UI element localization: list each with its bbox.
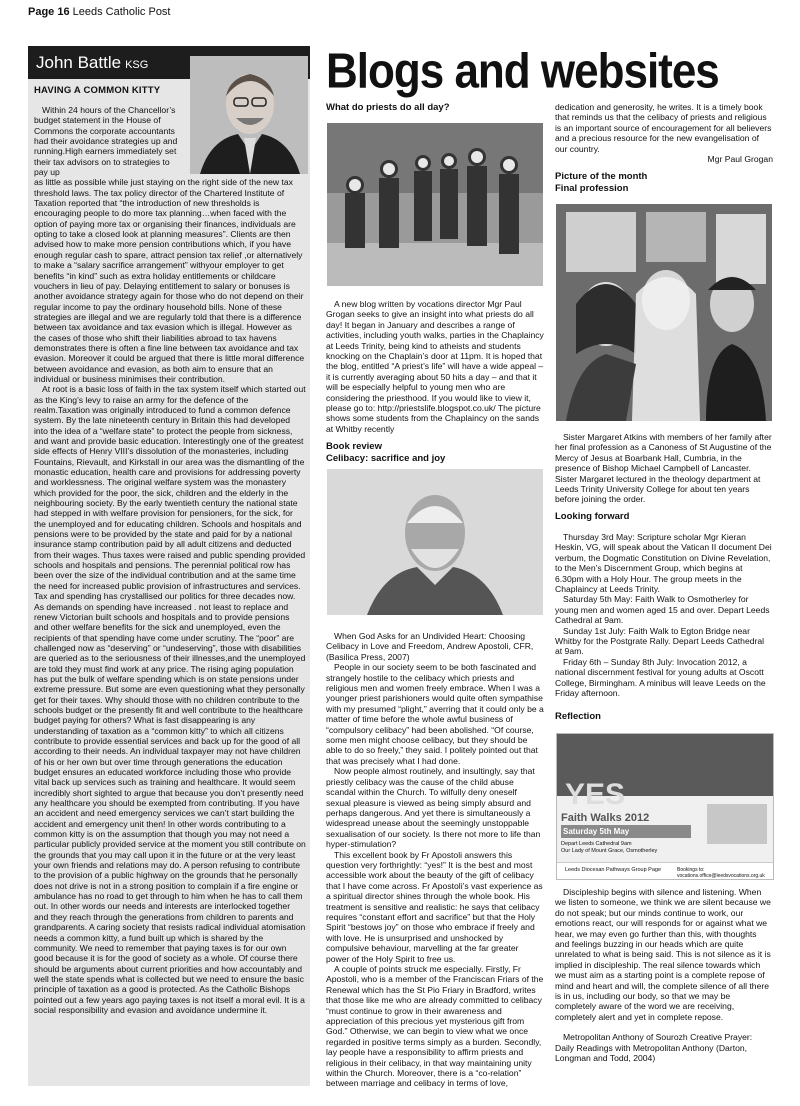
article-paragraph-1: as little as possible while just staying on the right side of the new tax threshold laws. The tax policy director of the Chartered Institute of Taxation reported that “the introduction of new thresholds is encouraging people to do more tax planning…when faced with the option of paying more tax or organising their finances, individuals are opting to take a closed look at planning measures”. Clients are then advised how to make more pension contributions which, if you have enough regular cash to spare, attract pension tax relief ,or alternatively to make a “salary sacrifice arrangement” withyour employer to get benefits “in kind” such as extra holiday entitlements or childcare vouchers in lieu of pay. Delaying entitlement to salary or bonuses is another avoidance strategy again for those who do not depend on their regular income to pay the ordinary household bills. None of these strategies are illegal and we are regularly told that there is a difference between tax avoidance and tax evasion which is illegal. However as the cases of those who shift their liabilities abroad to tax havens demonstrates there is often a fine line between tax avoidance and tax evasion. Moreover it could be argued that there is little moral difference between avoidance and evasion, as both aim to ensure that an individual or business minimises their contribution.	[34, 177, 305, 384]
poster-date: Saturday 5th May	[561, 825, 691, 838]
page-header	[28, 6, 171, 18]
lf-paragraph-1: Thursday 3rd May: Scripture scholar Mgr Kieran Heskin, VG, will speak about the Vatican II document Dei verbum, the Dogmatic Constitution on Divine Revelation, to the Men’s Discernment Group, which begins at 6.30pm with a Holy Hour. The group meets in the Chaplaincy at Leeds Trinity.	[555, 532, 772, 595]
lf-paragraph-4: Friday 6th – Sunday 8th July: Invocation 2012, a national discernment festival for young adults at Oscott College, Birmingham. A minibus will leave Leeds on the Friday afternoon.	[555, 656, 766, 699]
blog-heading: What do priests do all day?	[326, 102, 450, 113]
review-signature: Mgr Paul Grogan	[707, 154, 773, 165]
looking-forward-body	[555, 532, 773, 699]
poster-footer-bar	[557, 862, 773, 880]
article-heading: HAVING A COMMON KITTY	[34, 85, 161, 96]
review-heading	[326, 441, 544, 465]
students-photo	[327, 123, 543, 286]
poster-depart: Depart Leeds Cathedral 9am	[561, 841, 632, 847]
review-paragraph-5: A couple of points struck me especially. Firstly, Fr Apostoli, who is a member of the Franciscan Friars of the Renewal which has the St Pio Friary in Bradford, writes that those like me who are already committed to celibacy “must continue to grow in their awareness and appreciation of this precious yet mysterious gift from God.” Otherwise, we can begin to view what we once regarded in positive terms simply as a burden. Secondly, lay people have a responsibility to affirm priests and religious in their celibacy, in that way maintaining unity within the Church. Moreover, there is a “co-relation” between marriage and celibacy in terms of love,	[326, 964, 544, 1089]
review-continuation-text: dedication and generosity, he writes. It is a timely book that reminds us that the celibacy of priests and religious is an important source of encouragement for all believers and a precious resource for the new evangelisation of our country.	[555, 102, 772, 154]
review-continuation	[555, 102, 773, 164]
poster-side-image	[707, 804, 767, 844]
poster-title: Faith Walks 2012	[561, 812, 650, 824]
profession-photo	[556, 204, 772, 421]
blog-paragraph: A new blog written by vocations director Mgr Paul Grogan seeks to give an insight into what priests do all day! It began in January and describes a range of activities, including youth walks, parties in the Chaplaincy at Leeds Trinity, being kind to atheists and students knocking on the Chaplain’s door at 11pm. It is hoped that the blog, entitled “A priest’s life” will have a wide appeal – it is currently averaging about 50 hits a day – and that it will be especially helpful to young men who are considering the priesthood. If you would like to view it, please go to: http://priestslife.blogspot.co.uk/ The picture shows some students from the Chaplaincy on the sands at Whitby recently	[326, 299, 544, 434]
author-name-line	[36, 53, 148, 73]
article-body	[34, 105, 306, 1015]
author-name: John Battle	[36, 53, 122, 72]
reflection-source: Metropolitan Anthony of Sourozh Creative Prayer: Daily Readings with Metropolitan Anthony (Darton, Longman and Todd, 2004)	[555, 1032, 753, 1064]
potm-heading-line-1: Picture of the month	[555, 171, 648, 182]
poster-yes: YES	[565, 778, 626, 811]
article-intro: Within 24 hours of the Chancellor’s budget statement in the House of Commons the corporate accountants had their avoidance strategies up and running.High earners immediately set their tax advisors on to strategies to pay up	[34, 105, 178, 178]
article-paragraph-2: At root is a basic loss of faith in the tax system itself which started out as the King’s levy to raise an army for the defence of the realm.Taxation was originally introduced to fund a common defence system. By the late nineteenth century in Britain this had developed into the idea of a “welfare state” to protect the people from sickness, and want and provide basic education. Interestingly one of the greatest side effects of Henry VIII’s dissolution of the monasteries, including Fountains, Rievault, and Kirkstall in our area was the dismantling of the monastic education, health care and provisions for addressing poverty and worklessness. The original welfare system was the monastery which provided for the poor, the sick, children and the elderly in the neighbouring society. By the early twentieth century the national state had stepped in with welfare provision for pensioners, for the sick, for the unemployed and for educating children. Schools and hospitals and pensions were to be provided by the state and paid for by a national insurance stamp contribution paid by all adult citizens and deducted from their wages. Thus taxes were raised and public spending provided schools and hospitals and pensions. The perennial political row has been over the size of the individual contribution and at the same time the need for increased public provision of infrastructures and services. Tax and spending has crystallised our politics for three decades now. As demands on spending have increased . not least to replace and renew Victorian built schools and hospitals and to provide pensions and other welfare benefits for the sick and unemployed, even the recipients of that spending have come under scrutiny. The “poor” are challenged now as “deserving” or “undeserving”, those with disabilities are queried as to the seriousness of their illnesses,and the unemployed are told they must find work at any price. The rising aging population has put the bulk of welfare spending which is on state pensions under extreme pressure. But some are even questioning what they personally get for their taxes. Why should those with no children contribute to the schools budget or the presently fit and well contribute to the healthcare budget paying for others? What is fast disappearing is any understanding of taxation as a “common kitty” to which all citizens contribute to provide essential services and back up for the good of all according to their needs. An individual taxpayer may not have children of his or her own but over time through generations the education budget ensures an educated workforce including those who provide vital back up services such as training and healthcare. It would seem incredibly short sighted to argue that because you don’t presently need any healthcare you should be exempted from contributing. If you have an accident and need emergency services we can’t start building the accident and emergency unit then! In other words contributing to a common kitty is on the assumption that though you may not need a particular publicly provided service at the moment you still contribute on the grounds that you may call upon it in the future or at the very least your own friends and relations may do. A person refusing to contribute to the provision of a public highway on the grounds that he personally does not drive is not in a strong position to complain if a fire engine or ambulance has no road to get through to him when he has to call them out. In other words our needs and interests are interlocked together and they reach through the generations from children to parents and grandparents. A caring society that resists radical individual atomisation needs a common kitty, a fund built up which is shared by the community. We need to remember that paying taxes is for our own good because it is for the good of society as a whole. Of course there should be arguments about current priorities and how accountably and well the state spends what is collected but we need to ensure the basic principle of taxation as a good is protected. As the Catholic Bishops pointed out a few years ago paying taxes is not itself a moral evil. It is a social responsibility and evasion and avoidance undermine it.	[34, 384, 306, 1015]
picture-of-month-heading	[555, 171, 773, 195]
author-suffix: KSG	[125, 59, 149, 71]
lf-paragraph-2: Saturday 5th May: Faith Walk to Osmotherley for young men and women aged 15 and over. Depart Leeds Cathedral at 9am.	[555, 594, 770, 626]
blog-text	[326, 299, 544, 434]
reflection-body	[555, 887, 773, 1064]
review-paragraph-1: When God Asks for an Undivided Heart: Choosing Celibacy in Love and Freedom, Andrew Apostoli, CFR, (Basilica Press, 2007)	[326, 631, 534, 662]
lf-paragraph-3: Sunday 1st July: Faith Walk to Egton Bridge near Whitby for the Postgrate Rally. Depart Leeds Cathedral at 9am.	[555, 625, 765, 657]
publication-name: Leeds Catholic Post	[72, 6, 171, 18]
poster-via: Our Lady of Mount Grace, Osmotherley	[561, 848, 658, 854]
faith-walks-poster	[556, 733, 774, 880]
reflection-text: Discipleship begins with silence and listening. When we listen to someone, we think we are silent because we do not speak; but our minds continue to work, our emotions react, our will responds for or against what we hear, we may even go further than this, with thoughts and feelings buzzing in our heads which are quite unrelated to what is being said. This is not silence as it is implied in discipleship. The real silence towards which we must aim as a starting point is a complete repose of mind and heart and will, the complete silence of all there is in us, including our body, so that we may be completely aware of the word we are receiving, completely alert and yet in complete repose.	[555, 887, 771, 1022]
poster-details	[561, 841, 661, 855]
potm-heading-line-2: Final profession	[555, 183, 629, 194]
page-title: Blogs and websites	[326, 44, 719, 99]
review-heading-line-2: Celibacy: sacrifice and joy	[326, 453, 446, 464]
page-number: Page 16	[28, 6, 70, 18]
looking-forward-heading: Looking forward	[555, 511, 630, 522]
review-body	[326, 631, 544, 1089]
poster-bookings: Bookings to: vocations.office@leedsvocations.org.uk	[677, 867, 765, 879]
poster-footer: Leeds Diocesan Pathways Group Page	[565, 867, 662, 873]
apostoli-photo	[327, 469, 543, 615]
review-paragraph-4: This excellent book by Fr Apostoli answers this question very forthrightly: “yes!” It is the best and most accessible work about the beauty of the gift of celibacy that I have come across. Fr Apostoli’s vast experience as a spiritual director shines through the whole book. His treatment is sensitive and realistic: he says that celibacy requires “constant effort and sacrifice” but that the Holy Spirit “bestows joy” on those who embrace if freely and with love. He is unsurprised and unshocked by compulsive behaviour, marvelling at the far greater power of the Holy Spirit to free us.	[326, 849, 543, 964]
reflection-heading: Reflection	[555, 711, 601, 722]
potm-caption	[555, 432, 773, 505]
potm-caption-text: Sister Margaret Atkins with members of her family after her final profession as a Canoness of St Augustine of the Mercy of Jesus at Boarbank Hall, Cumbria, in the presence of Bishop Michael Campbell of Lancaster. Sister Margaret lectured in the theology department at Leeds Trinity University College for about ten years before joining the order.	[555, 432, 772, 505]
review-heading-line-1: Book review	[326, 441, 382, 452]
review-paragraph-2: People in our society seem to be both fascinated and strangely hostile to the celibacy which priests and religious men and women freely embrace. When I was a younger priest parishioners would quite often sympathise with my presumed “plight,” averring that it could only be a matter of time before the whole awful business of “compulsory celibacy” had been abolished. “Of course, some men might choose celibacy, but they should be able to do so freely,” they said. I politely pointed out that that was precisely what I had done.	[326, 662, 544, 766]
review-paragraph-3: Now people almost routinely, and insultingly, say that priestly celibacy was the cause of the child abuse scandal within the Church. To wilfully deny oneself sexual pleasure is viewed as being simply absurd and perhaps dangerous. And yet there is simultaneously a widespread unease about the seemingly unstoppable sexualisation of our society. Is there not more to life than hyper-stimulation?	[326, 766, 541, 850]
